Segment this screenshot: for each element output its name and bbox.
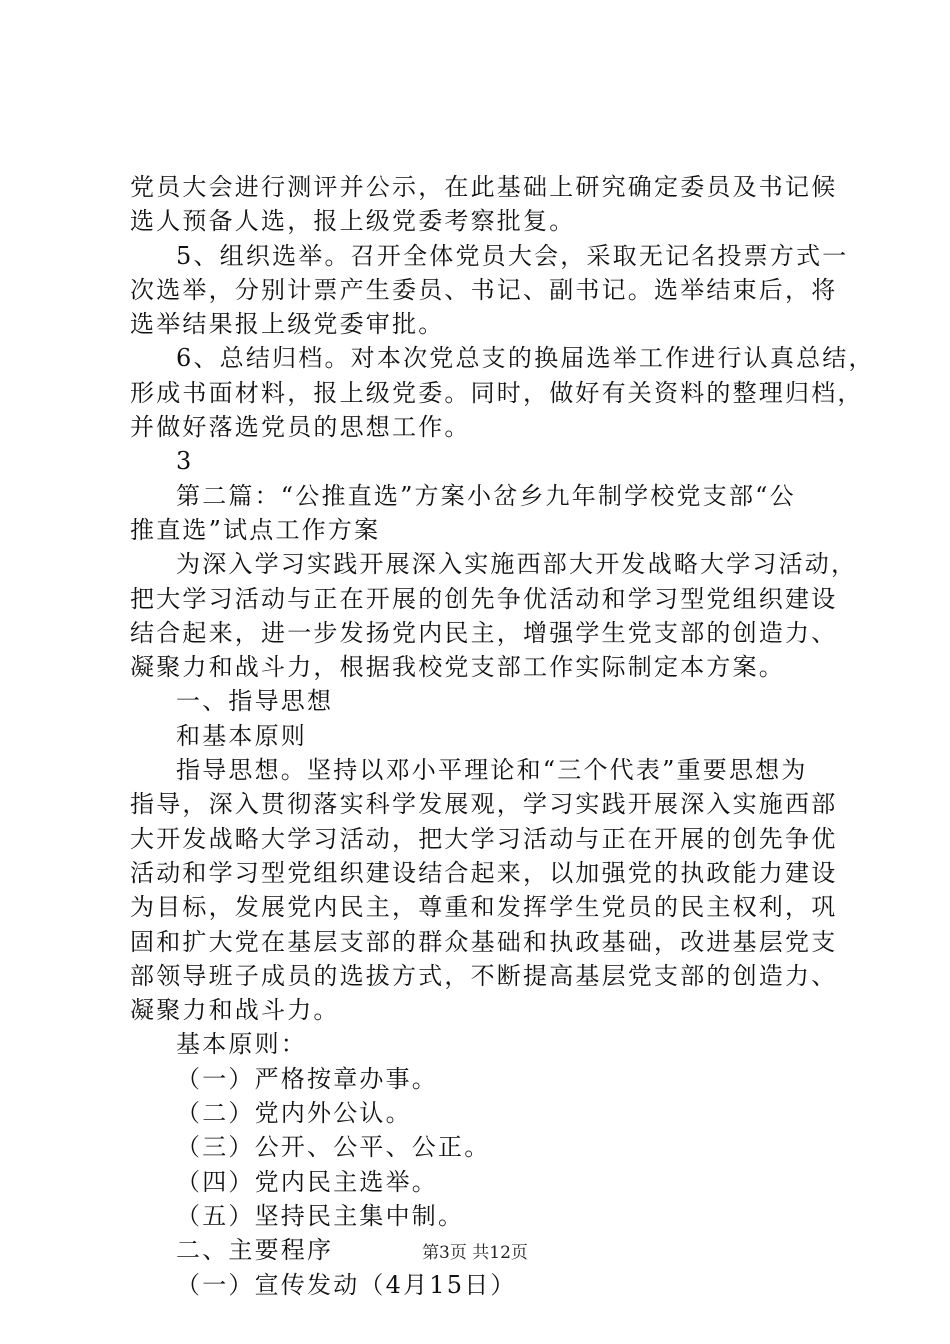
text-line: 大开发战略大学习活动，把大学习活动与正在开展的创先争优 [130, 824, 838, 853]
text-line: 活动和学习型党组织建设结合起来，以加强党的执政能力建设 [130, 858, 838, 887]
page-footer: 第3页 共12页 [422, 1243, 528, 1263]
text-line: （一）严格按章办事。 [176, 1064, 438, 1093]
text-line: 凝聚力和战斗力。 [130, 996, 340, 1025]
text-line: 5、组织选举。召开全体党员大会，采取无记名投票方式一 [176, 241, 849, 270]
text-line: 为深入学习实践开展深入实施西部大开发战略大学习活动， [176, 550, 858, 579]
text-line: 6、总结归档。对本次党总支的换届选举工作进行认真总结， [176, 344, 875, 373]
text-line: 党员大会进行测评并公示，在此基础上研究确定委员及书记候 [130, 173, 838, 201]
text-line: 部领导班子成员的选拔方式，不断提高基层党支部的创造力、 [130, 961, 838, 990]
text-line: 选举结果报上级党委审批。 [130, 310, 445, 339]
text-line: （二）党内外公认。 [176, 1099, 412, 1128]
text-line: 指导，深入贯彻落实科学发展观，学习实践开展深入实施西部 [130, 790, 838, 819]
text-line: 形成书面材料，报上级党委。同时，做好有关资料的整理归档， [130, 378, 864, 407]
text-line: 第二篇：“公推直选”方案小岔乡九年制学校党支部“公 [176, 481, 796, 510]
text-line: （四）党内民主选举。 [176, 1167, 438, 1196]
text-line: 把大学习活动与正在开展的创先争优活动和学习型党组织建设 [130, 584, 838, 613]
text-line: 3 [176, 447, 194, 476]
text-line: （一）宣传发动（4月15日） [176, 1270, 517, 1299]
text-line: 结合起来，进一步发扬党内民主，增强学生党支部的创造力、 [130, 618, 838, 647]
document-body [130, 170, 875, 1302]
text-line: 和基本原则 [176, 721, 307, 750]
text-line: 固和扩大党在基层支部的群众基础和执政基础，改进基层党支 [130, 927, 838, 956]
text-line: 一、指导思想 [176, 687, 334, 716]
text-line: （三）公开、公平、公正。 [176, 1133, 491, 1162]
text-line: 为目标，发展党内民主，尊重和发挥学生党员的民主权利，巩 [130, 893, 838, 922]
text-line: 并做好落选党员的思想工作。 [130, 413, 471, 442]
text-line: 指导思想。坚持以邓小平理论和“三个代表”重要思想为 [176, 756, 808, 785]
text-line: 基本原则： [176, 1030, 307, 1059]
text-line: 二、主要程序 [176, 1236, 334, 1265]
text-line: 凝聚力和战斗力，根据我校党支部工作实际制定本方案。 [130, 653, 785, 682]
text-line: （五）坚持民主集中制。 [176, 1201, 465, 1230]
text-line: 推直选”试点工作方案 [130, 515, 381, 544]
text-line: 选人预备人选，报上级党委考察批复。 [130, 207, 576, 236]
text-line: 次选举，分别计票产生委员、书记、副书记。选举结束后，将 [130, 275, 838, 304]
